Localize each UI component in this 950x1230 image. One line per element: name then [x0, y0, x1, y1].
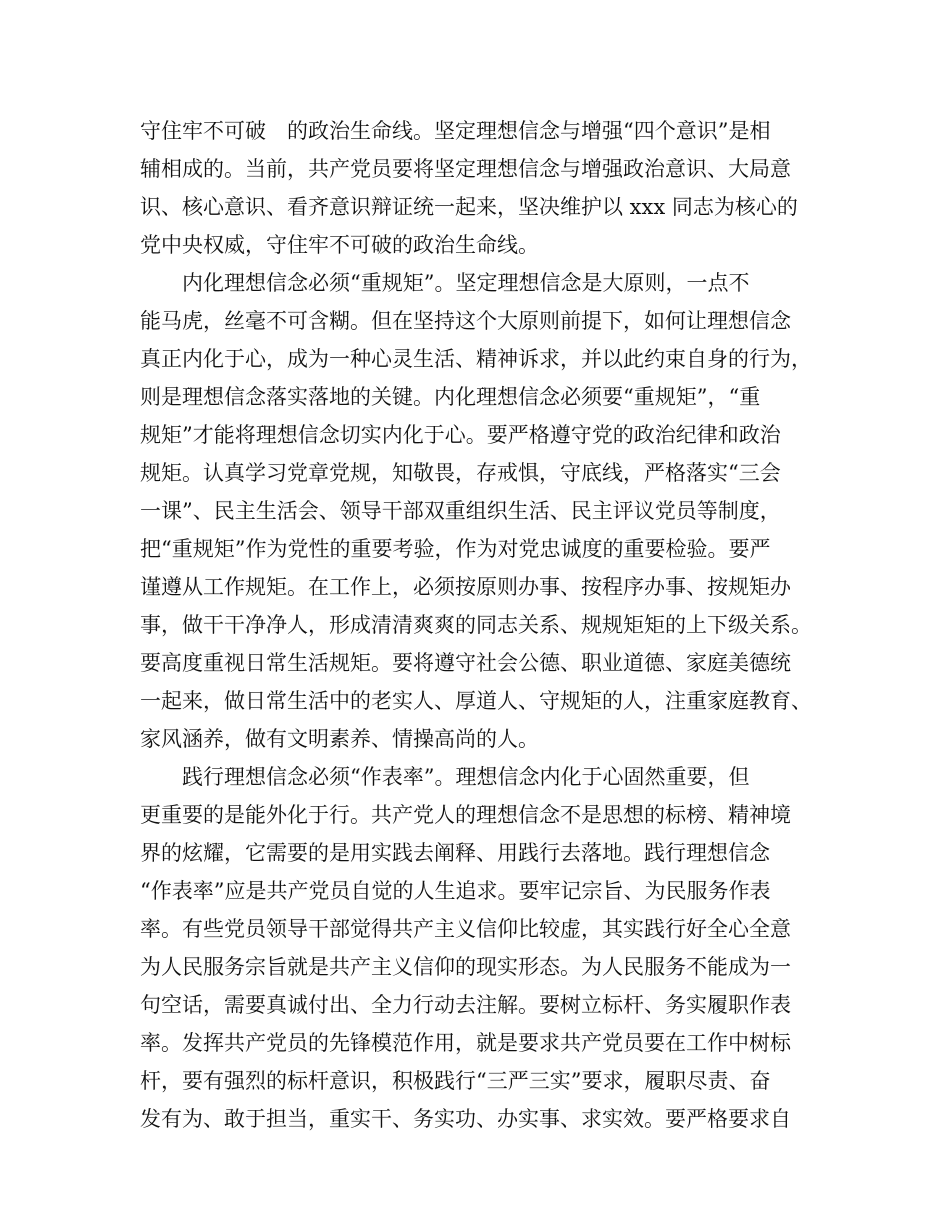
- text-line: 发有为、敢于担当，重实干、务实功、办实事、求实效。要严格要求自: [140, 1107, 791, 1131]
- text-line: 一课”、民主生活会、领导干部双重组织生活、民主评议党员等制度，: [140, 499, 781, 523]
- text-line: 要高度重视日常生活规矩。要将遵守社会公德、职业道德、家庭美德统: [140, 651, 791, 675]
- text-line: 句空话，需要真诚付出、全力行动去注解。要树立标杆、务实履职作表: [140, 993, 791, 1017]
- text-line: 规矩。认真学习党章党规，知敬畏，存戒惧，守底线，严格落实“三会: [140, 461, 781, 485]
- text-line: 界的炫耀，它需要的是用实践去阐释、用践行去落地。践行理想信念: [140, 841, 770, 865]
- text-line: 把“重规矩”作为党性的重要考验，作为对党忠诚度的重要检验。要严: [140, 537, 771, 561]
- text-line: 规矩”才能将理想信念切实内化于心。要严格遵守党的政治纪律和政治: [140, 423, 781, 447]
- text-line: 为人民服务宗旨就是共产主义信仰的现实形态。为人民服务不能成为一: [140, 955, 791, 979]
- paragraph-start-line: 践行理想信念必须“作表率”。理想信念内化于心固然重要，但: [182, 765, 750, 789]
- text-line: 识、核心意识、看齐意识辩证统一起来，坚决维护以 xxx 同志为核心的: [140, 195, 798, 219]
- text-line: 谨遵从工作规矩。在工作上，必须按原则办事、按程序办事、按规矩办: [140, 575, 791, 599]
- paragraph-start-line: 内化理想信念必须“重规矩”。坚定理想信念是大原则，一点不: [182, 271, 750, 295]
- text-line: 党中央权威，守住牢不可破的政治生命线。: [140, 233, 539, 257]
- text-line: 守住牢不可破 的政治生命线。坚定理想信念与增强“四个意识”是相: [140, 119, 771, 143]
- text-line: 杆，要有强烈的标杆意识，积极践行“三严三实”要求，履职尽责、奋: [140, 1069, 771, 1093]
- body-text: [140, 112, 830, 1138]
- text-line: 辅相成的。当前，共产党员要将坚定理想信念与增强政治意识、大局意: [140, 157, 791, 181]
- text-line: 真正内化于心，成为一种心灵生活、精神诉求，并以此约束自身的行为，: [140, 347, 812, 371]
- text-line: 则是理想信念落实落地的关键。内化理想信念必须要“重规矩”，“重: [140, 385, 761, 409]
- text-line: 一起来，做日常生活中的老实人、厚道人、守规矩的人，注重家庭教育、: [140, 689, 812, 713]
- text-line: 家风涵养，做有文明素养、情操高尚的人。: [140, 727, 539, 751]
- text-line: 事，做干干净净人，形成清清爽爽的同志关系、规规矩矩的上下级关系。: [140, 613, 812, 637]
- text-line: 率。有些党员领导干部觉得共产主义信仰比较虚，其实践行好全心全意: [140, 917, 791, 941]
- text-line: 率。发挥共产党员的先锋模范作用，就是要求共产党员要在工作中树标: [140, 1031, 791, 1055]
- text-line: 更重要的是能外化于行。共产党人的理想信念不是思想的标榜、精神境: [140, 803, 791, 827]
- text-line: “作表率”应是共产党员自觉的人生追求。要牢记宗旨、为民服务作表: [140, 879, 771, 903]
- text-line: 能马虎，丝毫不可含糊。但在坚持这个大原则前提下，如何让理想信念: [140, 309, 791, 333]
